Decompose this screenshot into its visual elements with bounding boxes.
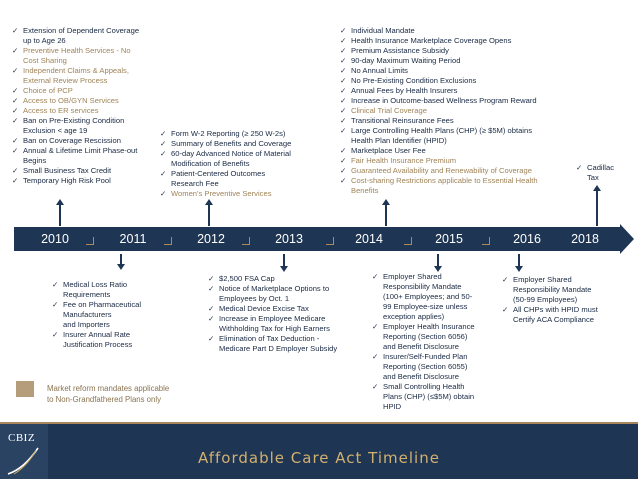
checkmark-icon: ✓ — [12, 176, 19, 185]
list-2018-top — [576, 163, 631, 183]
checkmark-icon: ✓ — [372, 322, 379, 331]
checkmark-icon: ✓ — [12, 86, 19, 95]
checkmark-icon: ✓ — [12, 136, 19, 145]
checkmark-icon: ✓ — [12, 26, 19, 35]
milestone-item — [340, 156, 575, 166]
checkmark-icon: ✓ — [12, 46, 19, 55]
milestone-text: Increase in Outcome-based Wellness Program Reward — [351, 96, 537, 105]
milestone-item — [52, 300, 172, 330]
legend-text: Market reform mandates applicable to Non-Grandfathered Plans only — [47, 384, 170, 404]
checkmark-icon: ✓ — [340, 106, 347, 115]
checkmark-icon: ✓ — [340, 76, 347, 85]
checkmark-icon: ✓ — [208, 284, 215, 293]
milestone-text: Notice of Marketplace Options to Employees by Oct. 1 — [219, 284, 330, 303]
milestone-item — [52, 330, 172, 350]
milestone-text: Cadillac Tax — [587, 163, 615, 182]
checkmark-icon: ✓ — [208, 274, 215, 283]
checkmark-icon: ✓ — [160, 149, 167, 158]
checkmark-icon: ✓ — [340, 56, 347, 65]
year-separator — [86, 237, 94, 245]
legend-swatch — [16, 381, 34, 397]
milestone-text: Choice of PCP — [23, 86, 73, 95]
list-2015-bottom — [372, 272, 497, 412]
footer-divider — [0, 422, 638, 424]
milestone-item — [12, 26, 182, 46]
milestone-text: Fee on Pharmaceutical Manufacturers and Importers — [63, 300, 142, 329]
milestone-text: Guaranteed Availability and Renewability of Coverage — [351, 166, 532, 175]
year-2013: 2013 — [254, 227, 324, 251]
checkmark-icon: ✓ — [208, 304, 215, 313]
checkmark-icon: ✓ — [372, 272, 379, 281]
milestone-item — [340, 96, 575, 106]
milestone-text: Cost-sharing Restrictions applicable to Essential Health Benefits — [351, 176, 538, 195]
milestone-text: Medical Device Excise Tax — [219, 304, 309, 313]
timeline-bar — [0, 224, 638, 254]
milestone-text: Small Controlling Health Plans (CHP) (≤$5M) obtain HPID — [383, 382, 475, 411]
milestone-text: Increase in Employee Medicare Withholding Tax for High Earners — [219, 314, 330, 333]
milestone-item — [12, 136, 182, 146]
milestone-text: No Pre-Existing Condition Exclusions — [351, 76, 477, 85]
milestone-text: Temporary High Risk Pool — [23, 176, 111, 185]
year-separator — [404, 237, 412, 245]
milestone-text: Premium Assistance Subsidy — [351, 46, 449, 55]
connector-2016-arrowhead — [515, 266, 523, 272]
checkmark-icon: ✓ — [340, 96, 347, 105]
milestone-item — [340, 76, 575, 86]
milestone-text: Medical Loss Ratio Requirements — [63, 280, 128, 299]
milestone-text: Women's Preventive Services — [171, 189, 272, 198]
year-separator — [164, 237, 172, 245]
milestone-text: Access to OB/GYN Services — [23, 96, 119, 105]
year-separator — [326, 237, 334, 245]
milestone-text: Summary of Benefits and Coverage — [171, 139, 292, 148]
list-2013-bottom — [208, 274, 358, 354]
checkmark-icon: ✓ — [576, 163, 583, 172]
milestone-text: Extension of Dependent Coverage up to Age 26 — [23, 26, 140, 45]
checkmark-icon: ✓ — [502, 305, 509, 314]
milestone-text: Health Insurance Marketplace Coverage Opens — [351, 36, 512, 45]
checkmark-icon: ✓ — [12, 106, 19, 115]
milestone-text: Large Controlling Health Plans (CHP) (≥ $5M) obtains Health Plan Identifier (HPID) — [351, 126, 533, 145]
checkmark-icon: ✓ — [372, 352, 379, 361]
milestone-text: Marketplace User Fee — [351, 146, 426, 155]
milestone-text: Elimination of Tax Deduction - Medicare Part D Employer Subsidy — [219, 334, 338, 353]
connector-2018-arrowhead — [593, 185, 601, 191]
list-2011-bottom — [52, 280, 172, 350]
connector-2018 — [596, 190, 598, 226]
checkmark-icon: ✓ — [52, 300, 59, 309]
year-2014: 2014 — [334, 227, 404, 251]
milestone-text: Insurer/Self-Funded Plan Reporting (Section 6055) and Benefit Disclosure — [383, 352, 468, 381]
year-separator — [482, 237, 490, 245]
milestone-item — [12, 86, 182, 96]
checkmark-icon: ✓ — [52, 330, 59, 339]
milestone-text: Employer Shared Responsibility Mandate (100+ Employees; and 50- 99 Employee-size unless exception applies) — [383, 272, 473, 321]
checkmark-icon: ✓ — [372, 382, 379, 391]
checkmark-icon: ✓ — [502, 275, 509, 284]
milestone-item — [340, 106, 575, 116]
milestone-item — [340, 116, 575, 126]
milestone-item — [372, 322, 497, 352]
milestone-item — [340, 126, 575, 146]
checkmark-icon: ✓ — [160, 169, 167, 178]
milestone-item — [340, 146, 575, 156]
milestone-text: Form W-2 Reporting (≥ 250 W-2s) — [171, 129, 286, 138]
milestone-item — [160, 169, 345, 189]
milestone-item — [12, 66, 182, 86]
milestone-item — [208, 304, 358, 314]
connector-2010 — [59, 204, 61, 226]
connector-2012-arrowhead — [205, 199, 213, 205]
connector-2014-arrowhead — [382, 199, 390, 205]
year-2015: 2015 — [414, 227, 484, 251]
timeline-arrowhead — [620, 224, 634, 254]
year-2016: 2016 — [492, 227, 562, 251]
milestone-text: 60-day Advanced Notice of Material Modification of Benefits — [171, 149, 291, 168]
milestone-item — [372, 272, 497, 322]
checkmark-icon: ✓ — [12, 96, 19, 105]
milestone-text: Small Business Tax Credit — [23, 166, 112, 175]
list-2010-top — [12, 26, 182, 186]
milestone-item — [160, 149, 345, 169]
checkmark-icon: ✓ — [340, 36, 347, 45]
checkmark-icon: ✓ — [160, 129, 167, 138]
checkmark-icon: ✓ — [340, 86, 347, 95]
milestone-item — [340, 56, 575, 66]
logo-text: CBIZ — [8, 432, 36, 444]
milestone-item — [372, 382, 497, 412]
milestone-item — [12, 166, 182, 176]
connector-2014 — [385, 204, 387, 226]
milestone-item — [160, 129, 345, 139]
checkmark-icon: ✓ — [340, 176, 347, 185]
milestone-item — [12, 96, 182, 106]
milestone-text: No Annual Limits — [351, 66, 408, 75]
milestone-item — [12, 46, 182, 66]
milestone-text: Employer Shared Responsibility Mandate (50-99 Employees) — [513, 275, 592, 304]
checkmark-icon: ✓ — [340, 26, 347, 35]
milestone-text: Employer Health Insurance Reporting (Section 6056) and Benefit Disclosure — [383, 322, 475, 351]
checkmark-icon: ✓ — [160, 139, 167, 148]
milestone-item — [12, 176, 182, 186]
milestone-text: Clinical Trial Coverage — [351, 106, 427, 115]
checkmark-icon: ✓ — [340, 66, 347, 75]
milestone-text: Independent Claims & Appeals, External Review Process — [23, 66, 129, 85]
page-title: Affordable Care Act Timeline — [198, 449, 440, 467]
milestone-text: Ban on Pre-Existing Condition Exclusion < age 19 — [23, 116, 125, 135]
milestone-item — [340, 166, 575, 176]
milestone-item — [576, 163, 631, 183]
milestone-text: Patient-Centered Outcomes Research Fee — [171, 169, 266, 188]
checkmark-icon: ✓ — [340, 166, 347, 175]
milestone-item — [12, 116, 182, 136]
milestone-text: All CHPs with HPID must Certify ACA Compliance — [513, 305, 598, 324]
milestone-item — [208, 314, 358, 334]
year-separator — [242, 237, 250, 245]
milestone-item — [12, 106, 182, 116]
milestone-item — [160, 139, 345, 149]
milestone-text: Insurer Annual Rate Justification Process — [63, 330, 133, 349]
milestone-text: $2,500 FSA Cap — [219, 274, 275, 283]
milestone-item — [502, 275, 632, 305]
checkmark-icon: ✓ — [12, 66, 19, 75]
milestone-text: Transitional Reinsurance Fees — [351, 116, 454, 125]
checkmark-icon: ✓ — [160, 189, 167, 198]
milestone-text: Preventive Health Services - No Cost Sharing — [23, 46, 131, 65]
list-2014-top — [340, 26, 575, 196]
milestone-item — [340, 46, 575, 56]
year-2012: 2012 — [176, 227, 246, 251]
milestone-item — [502, 305, 632, 325]
connector-2012 — [208, 204, 210, 226]
milestone-text: 90-day Maximum Waiting Period — [351, 56, 461, 65]
milestone-text: Access to ER services — [23, 106, 99, 115]
milestone-item — [52, 280, 172, 300]
checkmark-icon: ✓ — [208, 314, 215, 323]
milestone-item — [160, 189, 345, 199]
milestone-item — [12, 146, 182, 166]
connector-2010-arrowhead — [56, 199, 64, 205]
milestone-text: Annual Fees by Health Insurers — [351, 86, 458, 95]
connector-2011-arrowhead — [117, 264, 125, 270]
year-2011: 2011 — [98, 227, 168, 251]
milestone-item — [340, 86, 575, 96]
milestone-item — [340, 26, 575, 36]
checkmark-icon: ✓ — [12, 146, 19, 155]
milestone-item — [208, 274, 358, 284]
milestone-text: Individual Mandate — [351, 26, 415, 35]
checkmark-icon: ✓ — [52, 280, 59, 289]
checkmark-icon: ✓ — [340, 116, 347, 125]
checkmark-icon: ✓ — [12, 116, 19, 125]
checkmark-icon: ✓ — [340, 146, 347, 155]
year-2010: 2010 — [20, 227, 90, 251]
checkmark-icon: ✓ — [12, 166, 19, 175]
checkmark-icon: ✓ — [208, 334, 215, 343]
checkmark-icon: ✓ — [340, 126, 347, 135]
milestone-item — [208, 334, 358, 354]
checkmark-icon: ✓ — [340, 46, 347, 55]
list-2012-top — [160, 129, 345, 199]
milestone-item — [340, 66, 575, 76]
connector-2013-arrowhead — [280, 266, 288, 272]
milestone-text: Fair Health Insurance Premium — [351, 156, 457, 165]
milestone-text: Annual & Lifetime Limit Phase-out Begins — [23, 146, 138, 165]
checkmark-icon: ✓ — [340, 156, 347, 165]
milestone-text: Ban on Coverage Rescission — [23, 136, 121, 145]
year-2018: 2018 — [550, 227, 620, 251]
milestone-item — [208, 284, 358, 304]
milestone-item — [340, 176, 575, 196]
milestone-item — [340, 36, 575, 46]
list-2016-bottom — [502, 275, 632, 325]
milestone-item — [372, 352, 497, 382]
